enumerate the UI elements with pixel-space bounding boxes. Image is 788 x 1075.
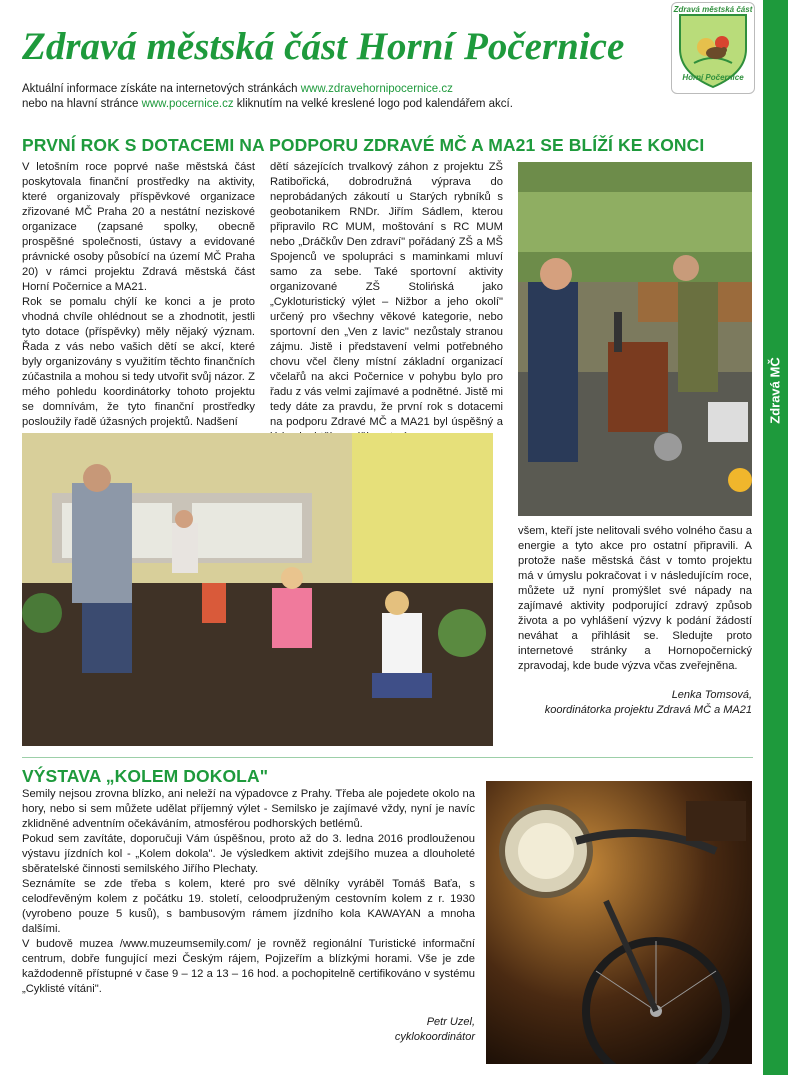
side-tab bbox=[763, 320, 788, 460]
article1-col1 bbox=[22, 160, 255, 430]
article2-signature-name: Petr Uzel, bbox=[426, 1016, 475, 1028]
intro-text bbox=[22, 82, 642, 112]
intro-line1-prefix: Aktuální informace získáte na internetových stránkách bbox=[22, 83, 301, 95]
article1-signature-name: Lenka Tomsová, bbox=[671, 689, 752, 701]
article1-signature bbox=[518, 688, 752, 718]
section-divider bbox=[22, 757, 753, 758]
article2-signature bbox=[275, 1015, 475, 1045]
photo-apple-press bbox=[518, 162, 752, 516]
logo-text-bottom: Horní Počernice bbox=[682, 73, 744, 82]
logo-text-top: Zdravá městská část bbox=[673, 5, 753, 14]
link-zdravehornipocernice[interactable]: www.zdravehornipocernice.cz bbox=[300, 83, 453, 95]
article1-col1-p2: Rok se pomalu chýlí ke konci a je proto vhodná chvíle ohlédnout se a zhodnotit, jestli tyto dotace (příspěvky) měly nějaký význam. Řada z vás nebo vašich dětí se akcí, které byly organizovány s využitím těchto finančních zúčastnila a mohou si tedy utvořit svůj názor. Z mého pohledu koordinátorky tohoto projektu se domnívám, že tyto finanční prostředky posloužily řadě úžasných projektů. Nadšení bbox=[22, 296, 255, 428]
article2-signature-role: cyklokoordinátor bbox=[394, 1031, 475, 1043]
article2-p3: Seznámíte se zde třeba s kolem, které pro své dělníky vyráběl Tomáš Baťa, s celodřevěným kolem z počátku 19. století, celoodpruženým cestovním kolem z r. 1930 (vyrobeno pouze 5 kusů), s bambusovým rámem jízdního kola KAWAYAN a mnoha dalšími. bbox=[22, 878, 475, 935]
page-title: Zdravá městská část Horní Počernice bbox=[22, 25, 625, 68]
intro-line2-suffix: kliknutím na velké kreslené logo pod kalendářem akcí. bbox=[233, 98, 513, 110]
article2-p1: Semily nejsou zrovna blízko, ani neleží na výpadovce z Prahy. Třeba ale pojedete okolo na hory, nebo si sem můžete udělat příjemný výlet - Semilsko je zajímavé vždy, nyní je navíc zklidněné adventním očekáváním, atmosférou podhorských betlémů. bbox=[22, 788, 475, 830]
link-pocernice[interactable]: www.pocernice.cz bbox=[141, 98, 234, 110]
intro-line2-prefix: nebo na hlavní stránce bbox=[22, 98, 142, 110]
article1-col3 bbox=[518, 524, 752, 674]
article2-body bbox=[22, 787, 475, 997]
project-logo bbox=[671, 2, 755, 94]
article1-col3-text: všem, kteří jste nelitovali svého volného času a energie a tyto akce pro ostatní připravili. A protože naše městská část v tomto projektu má v úmyslu pokračovat i v následujícím roce, můžete už nyní promýšlet své nápady na zajímavé aktivity podporující zdravý způsob života a po vyhlášení výzvy k podání žádostí neváhat a přihlásit se. Sledujte proto internetové stránky a Hornopočernický zpravodaj, kde bude výzva včas zveřejněna. bbox=[518, 525, 752, 672]
article1-col1-p1: V letošním roce poprvé naše městská část poskytovala finanční prostředky na aktivity, které organizovaly příspěvkové organizace zřizované MČ Praha 20 a nestátní neziskové organizace (zapsané spolky, obecně prospěšné společnosti, ústavy a evidované právnické osoby působící na území MČ Praha 20) v rámci projektu Zdravá městská část Horní Počernice a MA21. bbox=[22, 161, 255, 293]
article2-heading: VÝSTAVA „KOLEM DOKOLA" bbox=[22, 766, 269, 786]
article1-signature-role: koordinátorka projektu Zdravá MČ a MA21 bbox=[544, 704, 752, 716]
photo-children-planting bbox=[22, 433, 493, 746]
article2-p4: V budově muzea /www.muzeumsemily.com/ je rovněž regionální Turistické informační centrum, dobře fungující mezi Českým rájem, Pojizeřím a blízkými horami. Vše je zde každodenně přístupné v čase 9 – 12 a 13 – 16 hod. a pochopitelně certifikováno v systému „Cyklisté vítáni". bbox=[22, 938, 475, 995]
side-tab-label: Zdravá MČ bbox=[768, 356, 783, 424]
photo-vintage-bicycle bbox=[486, 781, 752, 1064]
article1-col2 bbox=[270, 160, 503, 445]
article1-heading: PRVNÍ ROK S DOTACEMI NA PODPORU ZDRAVÉ MČ A MA21 SE BLÍŽÍ KE KONCI bbox=[22, 135, 705, 155]
article1-col2-text: dětí sázejících trvalkový záhon z projektu ZŠ Ratibořická, dobrodružná výprava do neprobádaných zákoutí u Starých rybníků s geobotanikem RNDr. Jiřím Sádlem, kterou připravilo RC MUM, moštování s RC MUM nebo „Dráčkův Den zdraví" pořádaný ZŠ a MŠ Spojenců ve spolupráci s maminkami mluví samo za sebe. Také sportovní aktivity organizované ZŠ Stolińská jako „Cykloturistický výlet – Nižbor a jeho okolí" určený pro všechny věkové kategorie, nebo sportovní den „Ven z lavic" nezůstaly stranou zájmu. Jistě i představení velmi potřebného chovu včel členy místní základní organizací včelařů na akci Počernice v pohybu bylo pro řadu z vás velmi zajímavé a podnětné. Jistě mi tedy dáte za pravdu, že první rok s dotacemi na podporu Zdravé MČ a MA21 byl úspěšný a bbox=[270, 161, 503, 428]
article2-p2: Pokud sem zavítáte, doporučuji Vám úspěšnou, proto až do 3. ledna 2016 prodlouženou výstavu jízdních kol - „Kolem dokola". Je výsledkem aktivit zdejšího muzea a dlouholeté sběratelské činnosti semilského Jiřího Plechaty. bbox=[22, 833, 475, 875]
side-bar bbox=[763, 0, 788, 1075]
